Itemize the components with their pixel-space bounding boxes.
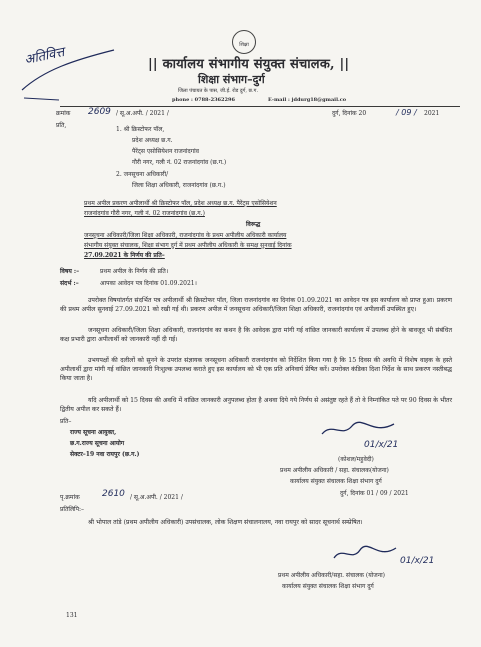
case-line-3: जनसूचना अधिकारी/जिला शिक्षा अधिकारी, राजनांदगांव के प्रथम अपीलीय अधिकारी कार्यालय xyxy=(84,232,287,239)
recipient-line: 2. जनसूचना अधिकारी/ xyxy=(116,171,169,178)
office-title: || कार्यालय संभागीय संयुक्त संचालक, || xyxy=(148,57,350,72)
body-paragraph-2: जनसूचना अधिकारी/जिला शिक्षा अधिकारी, राजनांदगांव का कथन है कि आवेदक द्वारा मांगी गई वांछित जानकारी कार्यालय में उपलब्ध होने के बावजूद भी संबंधित कक्ष प्रभारी द्वारा अपीलार्थी को जानकारी नहीं दी गई। xyxy=(60,327,452,343)
recipient-line: 1. श्री क्रिस्टोफर पॉल, xyxy=(116,126,165,133)
signatory-2-office: कार्यालय संयुक्त संचालक शिक्षा संभाग दुर्ग xyxy=(282,583,374,590)
subject-text: प्रथम अपील के निर्णय की प्रति। xyxy=(100,268,169,275)
address-line: राज्य सूचना आयुक्त, xyxy=(70,429,117,436)
signature-2 xyxy=(330,540,400,566)
reference-label: संदर्भ :– xyxy=(60,280,79,287)
case-line-4: संभागीय संयुक्त संचालक, शिक्षा संभाग दुर्ग में प्रथम अपीलीय अधिकारी के समक्ष सुनवाई दिनांक xyxy=(84,242,292,249)
address-line: छ.ग.राज्य सूचना आयोग xyxy=(70,440,125,447)
signatory-2-title: प्रथम अपीलीय अधिकारी/सहा. संचालक (योजना) xyxy=(278,572,385,579)
subject-label: विषय :– xyxy=(60,268,80,275)
body-paragraph-3: उभयपक्षों की दलीलों को सुनने के उपरांत संज्ञायक जनसूचना अधिकारी राजनांदगांव को निर्देशित किया गया है कि 15 दिवस की अवधि में विशेष वाहक के हस्ते अपीलार्थी द्वारा मांगी गई वांछित जानकारी निःशुल्क उपलब्ध कराते हुए इस कार्यालय को भी एक प्रति अनिवार्य प्रेषित करें। उपरोक्त कंडिका दिशा निर्देश के साथ प्रकरण नस्तीबद्ध किया जाता है। xyxy=(60,357,452,382)
second-ref-text: / सू.अ.अपी. / 2021 / xyxy=(130,494,183,501)
body-paragraph-4: यदि अपीलार्थी को 15 दिवस की अवधि में वांछित जानकारी अनुपलब्ध होता है अथवा दिये गये निर्णय से असंतुष्ट रहते हैं तो वे निम्नांकित पते पर 90 दिवस के भीतर द्वितीय अपील कर सकते हैं। xyxy=(60,397,452,413)
signatory-title: प्रथम अपीलीय अधिकारी / सहा. संचालक(योजना) xyxy=(280,467,389,474)
prati-label: प्रति, xyxy=(56,122,67,129)
kramank-text: / सू.अ.अपी. / 2021 / xyxy=(116,110,169,117)
office-phone: phone : 0788-2362296 xyxy=(172,97,235,103)
reference-text: आपका आवेदन पत्र दिनांक 01.09.2021। xyxy=(100,280,197,287)
copy-text: श्री भोपाल तांडे (प्रथम अपीलीय अधिकारी) उपसंचालक, लोक शिक्षण संचालनालय, नवा रायपुर को सादर सूचनार्थ सम्प्रेषित। xyxy=(88,519,363,526)
office-email: E-mail : jddurg18@gmail.co xyxy=(268,97,347,103)
kramank-label: क्रमांक xyxy=(56,110,71,117)
case-line-2: राजनांदगांव गौरी नगर, गली नं. 02 राजनांदगांव (छ.ग.) xyxy=(84,210,205,217)
signature-1-date-line: दुर्ग, दिनांक 01 / 09 / 2021 xyxy=(340,490,409,497)
signatory-name: (कोशल/महुवेदी) xyxy=(338,456,374,463)
emblem-logo: शिक्षा xyxy=(232,30,256,54)
signature-1 xyxy=(318,418,398,440)
case-line-1: प्रथम अपील प्रकरण अपीलार्थी श्री क्रिस्टोफर पॉल, प्रदेश अध्यक्ष छ.ग. पैरेंट्स एसोसियेशन xyxy=(84,200,277,207)
recipient-line: पैरेंट्स एसोसियेशन राजनांदगांव xyxy=(132,148,199,155)
case-versus: विरूद्ध xyxy=(246,221,261,228)
recipient-line: गौरी नगर, गली नं. 02 राजनांदगांव (छ.ग.) xyxy=(132,159,227,166)
header-divider xyxy=(60,106,460,107)
page-number: 131 xyxy=(66,612,78,619)
second-ref-number: 2610 xyxy=(102,489,125,499)
address-line: सेक्टर–19 नवा रायपुर (छ.ग.) xyxy=(70,451,140,458)
signature-2-date: 01/x/21 xyxy=(400,556,435,566)
body-paragraph-1: उपरोक्त विषयांतर्गत संदर्भित पत्र अपीलार्थी श्री क्रिस्टोफर पॉल, जिला राजनांदगांव का दिनांक 01.09.2021 का आवेदन पत्र इस कार्यालय को प्राप्त हुआ। प्रकरण की प्रथम अपील सुनवाई 27.09.2021 को रखी गई थी। प्रकरण अपील में जनसूचना अधिकारी/जिला शिक्षा अधिकारी, राजनांदगांव एवं अपीलार्थी उपस्थित हुए। xyxy=(60,297,452,313)
signature-1-date: 01/x/21 xyxy=(364,440,399,450)
address-line: प्रति– xyxy=(60,418,72,425)
office-address: जिला पंचायत के पास, जी.ई. रोड दुर्ग, छ.ग. xyxy=(178,88,259,94)
signatory-office: कार्यालय संयुक्त संचालक शिक्षा संभाग दुर्ग xyxy=(290,478,382,485)
issue-date-year: 2021 xyxy=(424,110,440,117)
recipient-line: जिला शिक्षा अधिकारी, राजनांदगांव (छ.ग.) xyxy=(132,182,226,189)
issue-date-hand: / 09 / xyxy=(396,108,417,117)
kramank-number: 2609 xyxy=(88,107,111,117)
recipient-line: प्रदेश अध्यक्ष छ.ग. xyxy=(132,137,173,144)
issue-date-text: दुर्ग, दिनांक 20 xyxy=(332,110,367,117)
second-ref-label: पृ.क्रमांक xyxy=(60,494,80,501)
scribble-mark xyxy=(14,40,124,110)
copy-label: प्रतिलिपि:– xyxy=(60,506,84,513)
office-subtitle: शिक्षा संभाग–दुर्ग xyxy=(198,73,265,86)
handwritten-annotation: अतिवित्त xyxy=(23,44,66,68)
case-line-5: 27.09.2021 के निर्णय की प्रति– xyxy=(84,252,165,259)
